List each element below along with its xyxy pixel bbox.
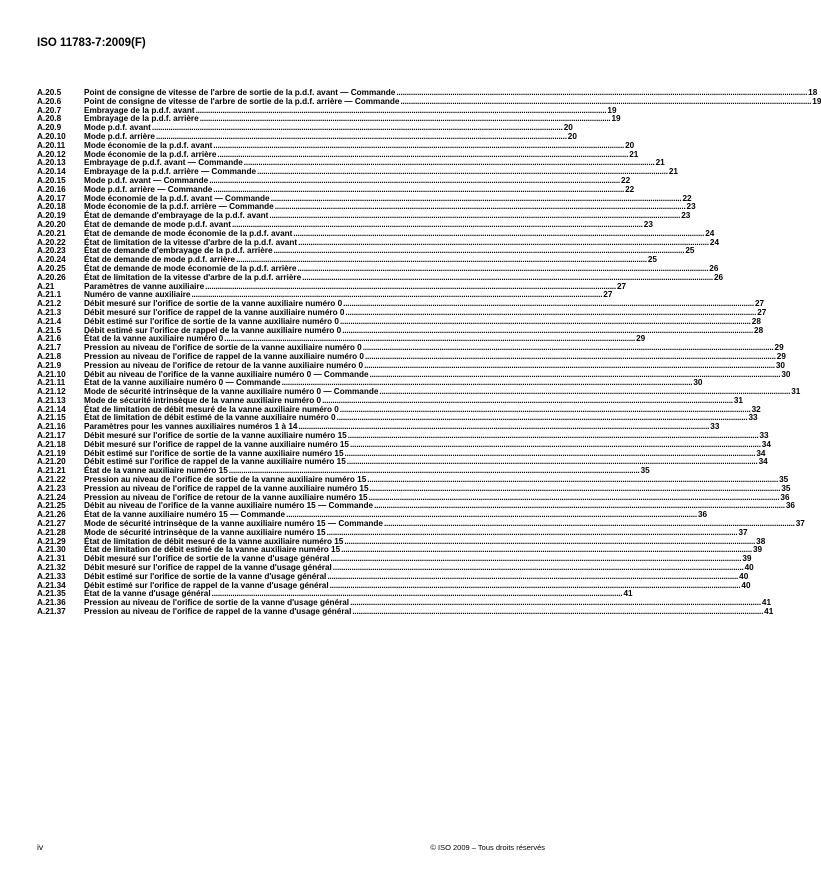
toc-entry-page: 22	[625, 184, 635, 194]
toc-entry-page: 21	[629, 149, 639, 159]
toc-entry-title: Pression au niveau de l'orifice de sortie de la vanne auxiliaire numéro 0	[84, 343, 362, 353]
toc-entry-title: Débit mesuré sur l'orifice de sortie de la vanne auxiliaire numéro 0	[84, 299, 343, 309]
toc-entry-title: État de limitation de la vitesse d'arbre de la p.d.f. avant	[84, 237, 298, 247]
toc-entry-title: État de limitation de débit mesuré de la vanne auxiliaire numéro 0	[84, 404, 339, 414]
toc-entry-page: 21	[668, 167, 678, 177]
toc-entry-number: A.20.25	[37, 263, 66, 273]
toc-entry-number: A.21.4	[37, 316, 62, 326]
toc-entry-number: A.21.20	[37, 457, 66, 467]
toc-entry-page: 36	[697, 510, 708, 520]
toc-entry-title: Débit estimé sur l'orifice de rappel de la vanne auxiliaire numéro 0	[84, 325, 342, 335]
toc-entry-page: 25	[685, 246, 695, 256]
toc-entry-page: 31	[733, 395, 743, 405]
toc-entry-page: 21	[655, 158, 665, 168]
toc-entry-number: A.21.24	[37, 492, 66, 502]
toc-entry-number: A.21.16	[37, 422, 66, 432]
toc-entry-number: A.21	[37, 281, 55, 291]
toc-entry-page: 19	[607, 105, 617, 115]
toc-entry-title: Mode économie de la p.d.f. arrière — Commande	[84, 202, 274, 212]
toc-entry-page: 27	[754, 299, 765, 309]
toc-entry-title: Embrayage de la p.d.f. arrière — Commande	[84, 167, 256, 177]
toc-entry-number: A.20.26	[37, 272, 66, 282]
toc-entry-page: 22	[621, 175, 631, 185]
toc-entry-number: A.21.35	[37, 589, 66, 599]
toc-entry-page: 30	[781, 369, 791, 379]
toc-entry-title: État de la vanne auxiliaire numéro 0 — Commande	[84, 378, 281, 388]
toc-entry-page: 36	[780, 492, 790, 502]
toc-entry-title: Pression au niveau de l'orifice de rappel de la vanne auxiliaire numéro 15	[84, 483, 369, 493]
toc-entry-number: A.21.1	[37, 290, 62, 300]
toc-entry-page: 41	[761, 598, 772, 608]
toc-entry-number: A.21.11	[37, 378, 66, 388]
toc-entry-number: A.20.11	[37, 140, 66, 150]
toc-entry-title: État de la vanne auxiliaire numéro 15	[84, 466, 228, 476]
toc-entry-number: A.21.28	[37, 527, 66, 537]
toc-entry-title: Embrayage de la p.d.f. arrière	[84, 114, 199, 124]
toc-entry-number: A.20.13	[37, 158, 66, 168]
toc-entry-title: Mode p.d.f. arrière	[84, 131, 155, 141]
toc-entry-title: État de limitation de débit estimé de la vanne auxiliaire numéro 15	[84, 545, 341, 555]
toc-entry-title: Pression au niveau de l'orifice de sortie de la vanne d'usage général	[84, 598, 350, 608]
toc-entry-title: État de limitation de débit estimé de la vanne auxiliaire numéro 0	[84, 413, 336, 423]
toc-entry-title: Mode économie de la p.d.f. arrière	[84, 149, 217, 159]
toc-entry-title: Pression au niveau de l'orifice de retour de la vanne auxiliaire numéro 15	[84, 492, 368, 502]
toc-entry-number: A.21.37	[37, 607, 66, 617]
toc-entry-number: A.21.15	[37, 413, 66, 423]
toc-entry-title: Débit au niveau de l'orifice de la vanne auxiliaire numéro 0 — Commande	[84, 369, 369, 379]
toc-entry-number: A.21.19	[37, 448, 66, 458]
toc-entry-page: 40	[739, 571, 749, 581]
toc-entry-page: 34	[758, 457, 768, 467]
toc-entry-page: 23	[681, 211, 691, 221]
toc-entry-number: A.21.6	[37, 334, 62, 344]
toc-entry-title: Débit mesuré sur l'orifice de rappel de la vanne auxiliaire numéro 0	[84, 307, 345, 317]
toc-entry-page: 33	[748, 413, 758, 423]
toc-entry-page: 26	[709, 263, 719, 273]
toc-entry-title: Pression au niveau de l'orifice de rappel de la vanne d'usage général	[84, 607, 352, 617]
toc-entry-page: 32	[751, 404, 761, 414]
toc-entry-number: A.20.18	[37, 202, 66, 212]
toc-entry-page: 41	[764, 607, 774, 617]
toc-entry-page: 39	[742, 554, 752, 564]
toc-entry-number: A.21.12	[37, 387, 66, 397]
toc-entry[interactable]	[37, 607, 774, 617]
toc-entry-page: 35	[779, 475, 789, 485]
toc-entry-page: 33	[710, 422, 720, 432]
toc-entry-number: A.20.21	[37, 228, 66, 238]
toc-entry-title: État de demande de mode p.d.f. arrière	[84, 255, 236, 265]
toc-entry-page: 28	[751, 316, 761, 326]
toc-entry-number: A.20.23	[37, 246, 66, 256]
toc-entry-title: Point de consigne de vitesse de l'arbre de sortie de la p.d.f. arrière — Commande	[84, 96, 400, 106]
toc-entry-number: A.21.17	[37, 431, 66, 441]
toc-entry-number: A.20.14	[37, 167, 66, 177]
toc-entry-page: 19	[611, 114, 621, 124]
toc-entry-number: A.20.19	[37, 211, 66, 221]
toc-entry-title: État de limitation de débit mesuré de la vanne auxiliaire numéro 15	[84, 536, 344, 546]
toc-entry-number: A.21.9	[37, 360, 62, 370]
toc-entry-number: A.21.25	[37, 501, 66, 511]
toc-entry-title: Débit estimé sur l'orifice de sortie de la vanne auxiliaire numéro 15	[84, 448, 344, 458]
toc-entry-title: Embrayage de la p.d.f. avant	[84, 105, 195, 115]
toc-entry-title: Débit estimé sur l'orifice de rappel de la vanne d'usage général	[84, 580, 329, 590]
toc-entry-number: A.21.31	[37, 554, 66, 564]
toc-entry-title: Mode économie de la p.d.f. avant — Commande	[84, 193, 270, 203]
toc-entry-page: 37	[738, 527, 748, 537]
toc-entry-number: A.20.16	[37, 184, 66, 194]
toc-entry-page: 40	[741, 580, 751, 590]
toc-entry-page: 19	[812, 96, 821, 106]
toc-entry-page: 38	[756, 536, 766, 546]
toc-entry-page: 27	[603, 290, 613, 300]
toc-entry-title: État de demande de mode économie de la p.d.f. arrière	[84, 263, 297, 273]
toc-entry-title: Pression au niveau de l'orifice de sortie de la vanne auxiliaire numéro 15	[84, 475, 367, 485]
toc-entry-title: Débit mesuré sur l'orifice de rappel de la vanne auxiliaire numéro 15	[84, 439, 349, 449]
toc-entry-number: A.21.8	[37, 351, 62, 361]
toc-entry-page: 29	[636, 334, 646, 344]
toc-entry-number: A.21.18	[37, 439, 66, 449]
toc-entry-number: A.20.20	[37, 219, 66, 229]
toc-entry-page: 37	[795, 519, 805, 529]
toc-entry-number: A.21.14	[37, 404, 66, 414]
toc-entry-number: A.20.6	[37, 96, 62, 106]
toc-entry-page: 27	[616, 281, 627, 291]
toc-entry-number: A.20.5	[37, 88, 62, 97]
toc-entry-title: Mode de sécurité intrinsèque de la vanne auxiliaire numéro 0 — Commande	[84, 387, 379, 397]
toc-entry-title: Débit mesuré sur l'orifice de sortie de la vanne d'usage général	[84, 554, 330, 564]
toc-entry-number: A.21.29	[37, 536, 66, 546]
toc-entry-number: A.21.10	[37, 369, 66, 379]
document-header: ISO 11783-7:2009(F)	[37, 37, 146, 49]
toc-entry-page: 23	[686, 202, 696, 212]
toc-entry-title: Débit estimé sur l'orifice de sortie de la vanne auxiliaire numéro 0	[84, 316, 339, 326]
toc-entry-page: 35	[640, 466, 650, 476]
toc-entry-number: A.20.10	[37, 131, 66, 141]
toc-dot-leader	[352, 608, 763, 617]
toc-entry-title: État de la vanne auxiliaire numéro 15 — Commande	[84, 510, 286, 520]
toc-entry-number: A.21.2	[37, 299, 62, 309]
toc-entry-number: A.21.7	[37, 343, 62, 353]
toc-entry-page: 39	[752, 545, 763, 555]
toc-entry-number: A.20.12	[37, 149, 66, 159]
toc-entry-page: 36	[785, 501, 795, 511]
toc-entry-title: Mode p.d.f. avant	[84, 123, 151, 133]
toc-entry-title: Mode p.d.f. avant — Commande	[84, 175, 209, 185]
toc-entry-title: Débit mesuré sur l'orifice de sortie de la vanne auxiliaire numéro 15	[84, 431, 347, 441]
toc-entry-page: 30	[693, 378, 703, 388]
table-of-contents	[37, 88, 821, 617]
toc-entry-title: Débit mesuré sur l'orifice de rappel de la vanne d'usage général	[84, 563, 332, 573]
toc-entry-title: Débit estimé sur l'orifice de sortie de la vanne d'usage général	[84, 571, 327, 581]
toc-entry-number: A.20.17	[37, 193, 66, 203]
toc-entry-number: A.21.36	[37, 598, 66, 608]
toc-entry-page: 31	[791, 387, 801, 397]
toc-entry-page: 35	[781, 483, 791, 493]
toc-entry-number: A.21.22	[37, 475, 66, 485]
toc-entry-page: 26	[713, 272, 724, 282]
toc-entry-number: A.21.3	[37, 307, 62, 317]
toc-entry-title: Embrayage de p.d.f. avant — Commande	[84, 158, 243, 168]
toc-entry-page: 29	[776, 351, 786, 361]
toc-entry-number: A.21.23	[37, 483, 66, 493]
toc-entry-title: Pression au niveau de l'orifice de rappel de la vanne auxiliaire numéro 0	[84, 351, 364, 361]
toc-entry-page: 20	[563, 123, 573, 133]
toc-entry-title: Débit au niveau de l'orifice de la vanne auxiliaire numéro 15 — Commande	[84, 501, 374, 511]
toc-entry-page: 33	[759, 431, 769, 441]
toc-entry-page: 29	[774, 343, 784, 353]
toc-entry-page: 20	[567, 131, 577, 141]
toc-entry-number: A.21.21	[37, 466, 66, 476]
toc-entry-number: A.21.30	[37, 545, 66, 555]
toc-entry-page: 23	[643, 219, 653, 229]
toc-entry-title: État de limitation de la vitesse d'arbre de la p.d.f. arrière	[84, 272, 302, 282]
toc-entry-page: 30	[775, 360, 785, 370]
toc-entry-page: 24	[705, 228, 715, 238]
toc-entry-title: Mode p.d.f. arrière — Commande	[84, 184, 213, 194]
toc-entry-title: Pression au niveau de l'orifice de retour de la vanne auxiliaire numéro 0	[84, 360, 364, 370]
toc-entry-title: Mode de sécurité intrinsèque de la vanne auxiliaire numéro 15 — Commande	[84, 519, 383, 529]
page-number: iv	[37, 842, 44, 852]
toc-entry-number: A.21.32	[37, 563, 66, 573]
toc-entry-title: Paramètres pour les vannes auxiliaires numéros 1 à 14	[84, 422, 298, 432]
toc-entry-title: Paramètres de vanne auxiliaire	[84, 281, 205, 291]
toc-entry-page: 40	[744, 563, 754, 573]
toc-entry-number: A.21.5	[37, 325, 62, 335]
toc-entry-number: A.20.15	[37, 175, 66, 185]
toc-entry-title: Mode de sécurité intrinsèque de la vanne auxiliaire numéro 15	[84, 527, 326, 537]
toc-entry-title: État de demande d'embrayage de la p.d.f. arrière	[84, 246, 273, 256]
toc-entry-title: Débit estimé sur l'orifice de rappel de la vanne auxiliaire numéro 15	[84, 457, 346, 467]
toc-entry-page: 22	[682, 193, 692, 203]
copyright: © ISO 2009 – Tous droits réservés	[430, 843, 545, 852]
toc-entry-title: Mode de sécurité intrinsèque de la vanne auxiliaire numéro 0	[84, 395, 322, 405]
toc-entry-page: 34	[761, 439, 771, 449]
toc-entry-number: A.21.26	[37, 510, 66, 520]
toc-entry-title: État de la vanne auxiliaire numéro 0	[84, 334, 224, 344]
toc-entry-number: A.21.33	[37, 571, 66, 581]
toc-entry-number: A.20.7	[37, 105, 62, 115]
toc-entry-title: État de la vanne d'usage général	[84, 589, 211, 599]
toc-entry-title: État de demande de mode économie de la p.d.f. avant	[84, 228, 293, 238]
toc-entry-number: A.20.9	[37, 123, 62, 133]
toc-entry-page: 28	[754, 325, 764, 335]
toc-entry-page: 34	[756, 448, 766, 458]
toc-entry-title: État de demande d'embrayage de la p.d.f. avant	[84, 211, 269, 221]
toc-entry-page: 18	[808, 88, 818, 97]
toc-entry-page: 24	[709, 237, 719, 247]
toc-entry-title: Mode économie de la p.d.f. avant	[84, 140, 213, 150]
toc-entry-title: Point de consigne de vitesse de l'arbre de sortie de la p.d.f. avant — Commande	[84, 88, 396, 97]
toc-entry-number: A.21.34	[37, 580, 66, 590]
toc-entry-number: A.20.24	[37, 255, 66, 265]
toc-entry-page: 27	[757, 307, 767, 317]
toc-entry-number: A.20.22	[37, 237, 66, 247]
toc-entry-title: Numéro de vanne auxiliaire	[84, 290, 191, 300]
toc-entry-page: 41	[623, 589, 633, 599]
toc-entry-title: État de demande de mode p.d.f. avant	[84, 219, 231, 229]
toc-entry-page: 20	[625, 140, 635, 150]
toc-entry-page: 25	[647, 255, 657, 265]
toc-entry-number: A.20.8	[37, 114, 62, 124]
toc-entry-number: A.21.27	[37, 519, 66, 529]
toc-entry-number: A.21.13	[37, 395, 66, 405]
